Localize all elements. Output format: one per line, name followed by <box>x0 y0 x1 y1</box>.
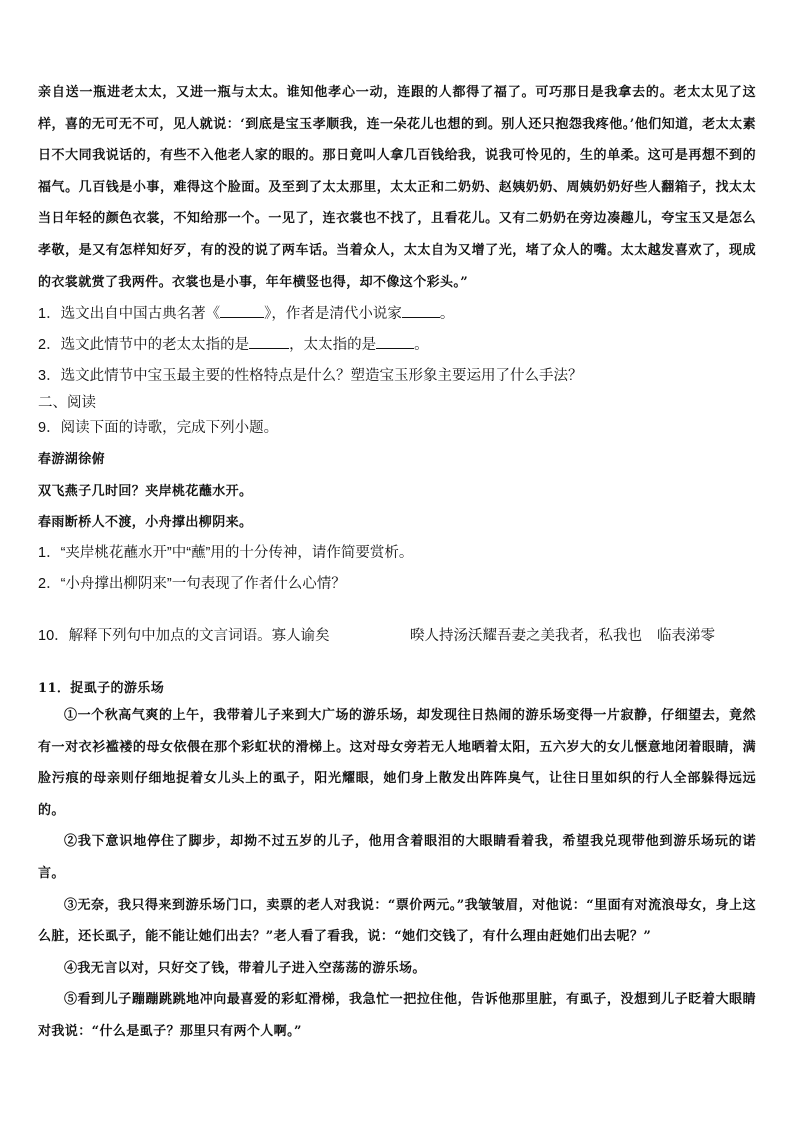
question-2 <box>38 333 429 354</box>
question-10-item-2 <box>410 624 642 645</box>
question-10 <box>38 624 330 645</box>
question-2-suffix: 。 <box>414 337 429 353</box>
question-11-title-text: 11．捉虱子的游乐场 <box>38 681 165 696</box>
question-10-item-3-text: 临表涕零 <box>657 628 715 644</box>
poem-title-text: 春游湖徐俯 <box>38 452 106 467</box>
story-paragraph-4: ④我无言以对，只好交了钱，带着儿子进入空荡荡的游乐场。 <box>64 960 426 976</box>
question-2-prefix: 2．选文此情节中的老太太指的是 <box>38 337 250 353</box>
poem-line-1-text: 双飞燕子几时回？夹岸桃花蘸水开。 <box>38 484 253 499</box>
answer-blank-author[interactable] <box>402 303 440 318</box>
novel-excerpt-text: 亲自送一瓶进老太太，又进一瓶与太太。谁知他孝心一动，连跟的人都得了福了。可巧那日是我拿去的。老太太见了这样，喜的无可无不可，见人就说：‘到底是宝玉孝顺我，连一朵花儿也想的到。别人还只抱怨我疼他。’他们知道，老太太素日不大同我说话的，有些不入他老人家的眼的。那日竟叫人拿几百钱给我，说我可怜见的，生的单柔。这可是再想不到的福气。几百钱是小事，难得这个脸面。及至到了太太那里，太太正和二奶奶、赵姨奶奶、周姨奶奶好些人翻箱子，找太太当日年轻的颜色衣裳，不知给那一个。一见了，连衣裳也不找了，且看花儿。又有二奶奶在旁边凑趣儿，夸宝玉又是怎么孝敬，是又有怎样知好歹，有的没的说了两车话。当着众人，太太自为又增了光，堵了众人的嘴。太太越发喜欢了，现成的衣裳就赏了我两件。衣裳也是小事，年年横竖也得，却不像这个彩头。” <box>38 85 756 290</box>
question-9-sub-1 <box>38 541 413 562</box>
question-1-prefix: 1．选文出自中国古典名著《 <box>38 306 221 322</box>
novel-excerpt <box>38 77 756 298</box>
story-paragraph-1: ①一个秋高气爽的上午，我带着儿子来到大广场的游乐场，却发现往日热闹的游乐场变得一片寂静，仔细望去，竟然有一对衣衫褴褛的母女依偎在那个彩虹状的滑梯上。这对母女旁若无人地晒着太阳，五六岁大的女儿惬意地闭着眼睛，满脸污痕的母亲则仔细地捉着女儿头上的虱子，阳光耀眼，她们身上散发出阵阵臭气，让往日里如织的行人全部躲得远远的。 <box>38 708 756 818</box>
question-9-intro <box>38 416 278 437</box>
question-2-middle: ，太太指的是 <box>289 337 377 353</box>
answer-blank-book[interactable] <box>220 303 264 318</box>
question-9-sub-1-text: 1．“夹岸桃花蘸水开”中“蘸”用的十分传神，请作简要赏析。 <box>38 545 414 561</box>
question-3 <box>38 364 583 385</box>
question-9-sub-2-text: 2．“小舟撑出柳阴来”一句表现了作者什么心情？ <box>38 576 346 592</box>
question-1 <box>38 302 454 323</box>
question-9-sub-2 <box>38 572 346 593</box>
answer-blank-grandmother[interactable] <box>249 334 289 349</box>
story-paragraph-5: ⑤看到儿子蹦蹦跳跳地冲向最喜爱的彩虹滑梯，我急忙一把拉住他，告诉他那里脏，有虱子，没想到儿子眨着大眼睛对我说：“什么是虱子？那里只有两个人啊。” <box>38 992 756 1039</box>
question-9-intro-text: 9．阅读下面的诗歌，完成下列小题。 <box>38 420 279 436</box>
section-heading <box>38 391 96 412</box>
section-heading-text: 二、阅读 <box>38 395 96 411</box>
question-1-suffix: 。 <box>439 306 455 322</box>
question-1-middle: 》，作者是清代小说家 <box>264 306 402 322</box>
question-10-item-3 <box>657 624 715 645</box>
story-paragraph-3: ③无奈，我只得来到游乐场门口，卖票的老人对我说：“票价两元。”我皱皱眉，对他说：“里面有对流浪母女，身上这么脏，还长虱子，能不能让她们出去？”老人看了看我，说：“她们交钱了，有什么理由赶她们出去呢？” <box>38 897 756 945</box>
question-10-label: 10．解释下列句中加点的文言词语。寡人谕矣 <box>38 628 330 644</box>
answer-blank-mother[interactable] <box>376 334 414 349</box>
story-paragraph-2: ②我下意识地停住了脚步，却拗不过五岁的儿子，他用含着眼泪的大眼睛看着我，希望我兑现带他到游乐场玩的诺言。 <box>38 834 756 881</box>
question-11-title <box>38 677 164 696</box>
question-10-item-2-text: 暌人持汤沃耀吾妻之美我者，私我也 <box>410 628 642 644</box>
poem-line-2 <box>38 511 252 530</box>
poem-line-1 <box>38 480 252 499</box>
poem-title <box>38 448 105 467</box>
question-3-text: 3．选文此情节中宝玉最主要的性格特点是什么？塑造宝玉形象主要运用了什么手法？ <box>38 368 583 384</box>
story-body <box>38 700 756 1048</box>
poem-line-2-text: 春雨断桥人不渡，小舟撑出柳阴来。 <box>38 515 253 530</box>
